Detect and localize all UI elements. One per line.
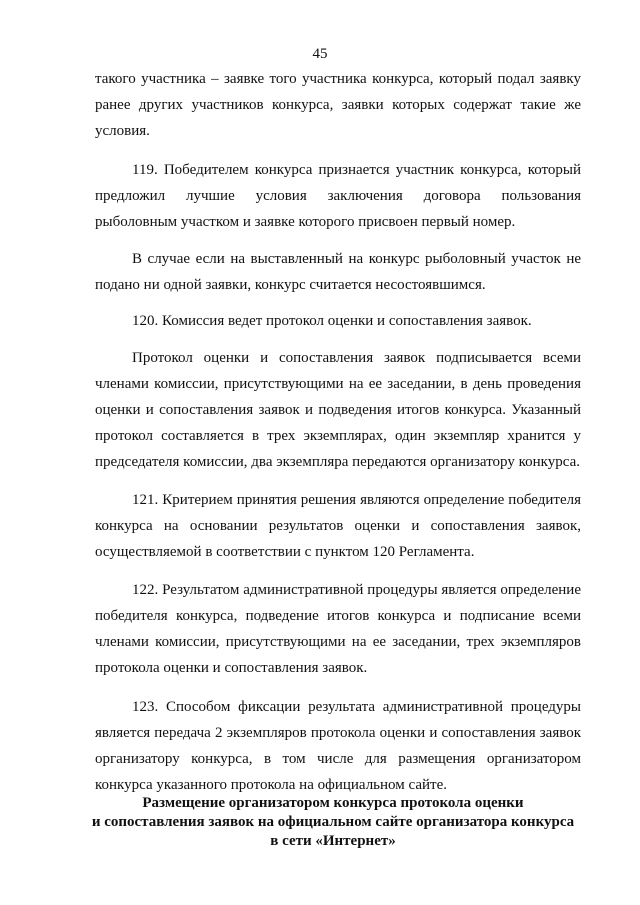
paragraph-119-no-bids: В случае если на выставленный на конкурс рыболовный участок не подано ни одной заявки, конкурс считается несостоявшимся. — [95, 251, 581, 293]
paragraph-continuation: такого участника – заявке того участника конкурса, который подал заявку ранее других участников конкурса, заявки которых содержат такие же условия. — [95, 71, 581, 139]
paragraph-120-protocol: Протокол оценки и сопоставления заявок подписывается всеми членами комиссии, присутствующими на ее заседании, в день проведения оценки и сопоставления заявок и подведения итогов конкурса. Указанный протокол составляется в трех экземплярах, один экземпляр хранится у председателя комиссии, два экземпляра передаются организатору конкурса. — [95, 350, 581, 470]
section-heading — [80, 794, 586, 851]
section-heading-line-2: и сопоставления заявок на официальном сайте организатора конкурса — [91, 814, 575, 830]
section-heading-line-3: в сети «Интернет» — [270, 833, 396, 849]
paragraph-122: 122. Результатом административной процедуры является определение победителя конкурса, подведение итогов конкурса и подписание всеми членами комиссии, присутствующими на ее заседании, трех экземпляров протокола оценки и сопоставления заявок. — [95, 582, 581, 676]
paragraph-119: 119. Победителем конкурса признается участник конкурса, который предложил лучшие условия заключения договора пользования рыболовным участком и заявке которого присвоен первый номер. — [95, 162, 581, 230]
paragraph-123: 123. Способом фиксации результата административной процедуры является передача 2 экземпляров протокола оценки и сопоставления заявок организатору конкурса, в том числе для размещения организатором конкурса указанного протокола на официальном сайте. — [95, 699, 581, 793]
body-text — [95, 66, 581, 798]
paragraph-121: 121. Критерием принятия решения являются определение победителя конкурса на основании результатов оценки и сопоставления заявок, осуществляемой в соответствии с пунктом 120 Регламента. — [95, 492, 581, 560]
paragraph-120: 120. Комиссия ведет протокол оценки и сопоставления заявок. — [132, 313, 532, 329]
section-heading-line-1: Размещение организатором конкурса протокола оценки — [142, 795, 524, 811]
page-number: 45 — [312, 46, 328, 62]
